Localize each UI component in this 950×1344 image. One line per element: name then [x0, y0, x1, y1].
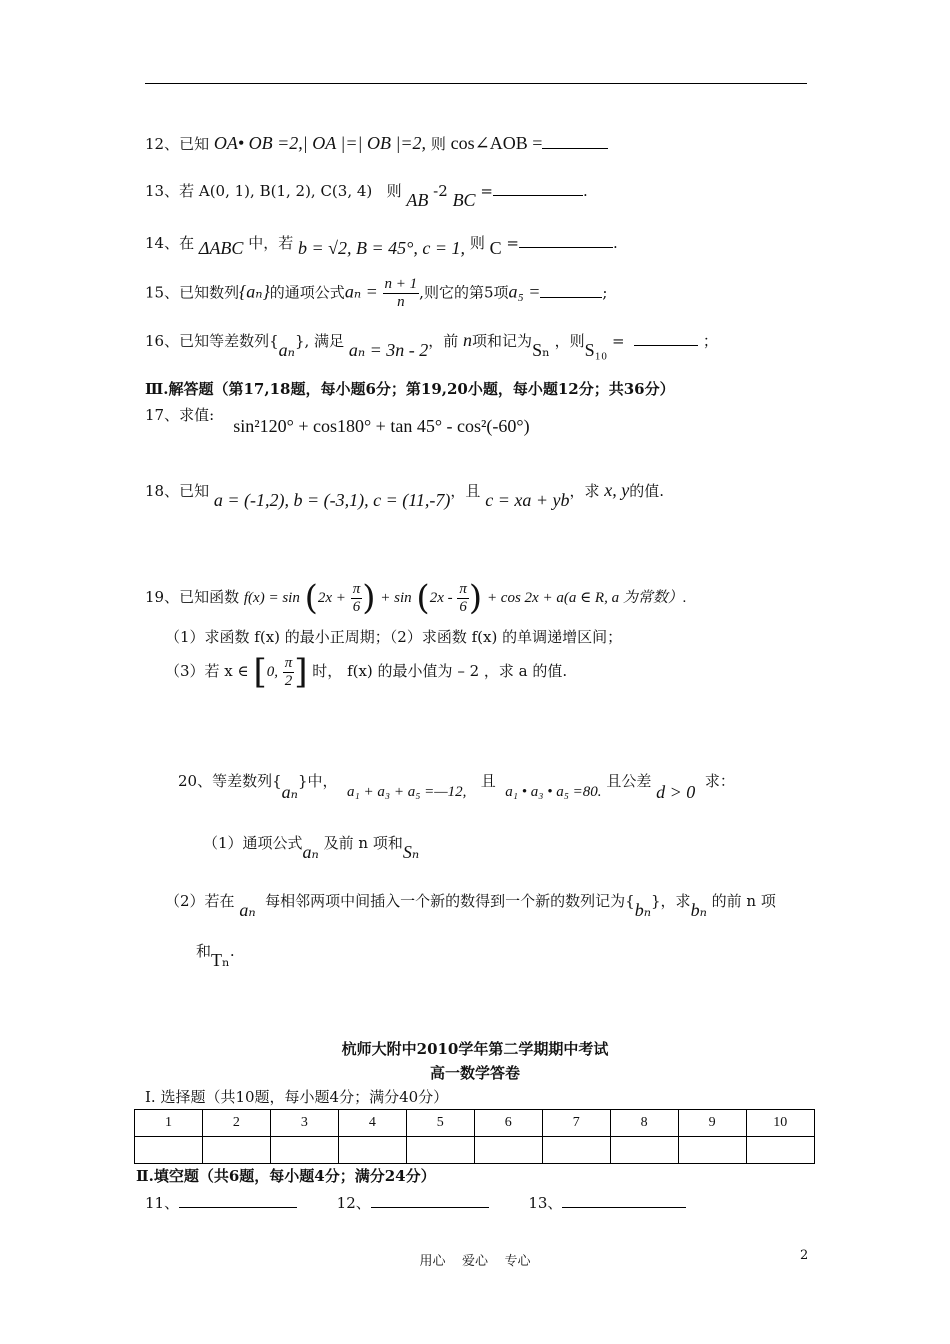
- footer-slogan: 用心 爱心 专心: [419, 1254, 531, 1269]
- question-14: 14、在 ΔABC 中，若 b = √2, B = 45°, c = 1, 则 C = .: [145, 234, 618, 258]
- table-cell: 2: [202, 1110, 270, 1137]
- table-cell: 6: [474, 1110, 542, 1137]
- answer-cell[interactable]: [202, 1137, 270, 1164]
- page-number: 2: [800, 1248, 809, 1263]
- section-1-heading: Ⅰ. 选择题（共10题，每小题4分；满分40分）: [145, 1088, 449, 1106]
- table-cell: 4: [338, 1110, 406, 1137]
- table-cell: 9: [678, 1110, 746, 1137]
- answer-cell[interactable]: [678, 1137, 746, 1164]
- table-cell: 10: [746, 1110, 814, 1137]
- table-cell: 7: [542, 1110, 610, 1137]
- question-12: 12、已知 OA• OB =2,| OA |=| OB |=2, 则 cos∠AOB =: [145, 133, 608, 154]
- header-rule: [145, 83, 807, 84]
- section-2-heading: Ⅱ.填空题（共6题，每小题4分；满分24分）: [136, 1167, 436, 1185]
- question-20-part-1: （1）通项公式aₙ 及前 n 项和Sₙ: [203, 834, 420, 862]
- table-row: [135, 1137, 815, 1164]
- table-cell: 5: [406, 1110, 474, 1137]
- question-15: 15、已知数列{aₙ}的通项公式aₙ = $\frac{n + 1}{n}$ ,则它的第5项a₅ = ;: [145, 276, 608, 310]
- question-16: 16、已知等差数列{aₙ}, 满足 aₙ = 3n - 2，前 n项和记为Sₙ ，则S₁₀ = ；: [145, 330, 718, 360]
- question-20: 20、等差数列{aₙ}中， a₁ + a₃ + a₅ =—12, 且 a₁ • a₃ • a₅ =80. 且公差 d > 0 求：: [178, 772, 735, 802]
- fill-blank-row: 11、 12、 13、: [145, 1192, 686, 1213]
- fill-blank-12[interactable]: [371, 1207, 489, 1208]
- answer-cell[interactable]: [135, 1137, 203, 1164]
- question-18: 18、已知 a = (-1,2), b = (-3,1), c = (11,-7)，且 c = xa + yb，求 x, y的值.: [145, 480, 665, 510]
- table-cell: 8: [610, 1110, 678, 1137]
- table-cell: 3: [270, 1110, 338, 1137]
- answer-cell[interactable]: [474, 1137, 542, 1164]
- choice-answer-table: [134, 1109, 815, 1164]
- answer-cell[interactable]: [338, 1137, 406, 1164]
- answer-cell[interactable]: [542, 1137, 610, 1164]
- question-13: 13、若 A(0, 1), B(1, 2), C(3, 4) 则 AB -2 BC = .: [145, 182, 588, 210]
- fill-blank-13[interactable]: [562, 1207, 686, 1208]
- table-row: [135, 1110, 815, 1137]
- question-17: 17、求值: sin²120° + cos180° + tan 45° - cos²(-60°): [145, 406, 530, 436]
- section-3-heading: Ⅲ.解答题（第17,18题，每小题6分；第19,20小题，每小题12分；共36分）: [145, 380, 675, 398]
- answer-sheet-title: 杭师大附中2010学年第二学期期中考试: [341, 1040, 609, 1058]
- answer-cell[interactable]: [610, 1137, 678, 1164]
- question-19: 19、已知函数 f(x) = sin (2x + $\frac{\pi}{6}$ ) + sin (2x - $\frac{\pi}{6}$ ) + cos 2x + a(a ∈ R, a 为常数）.: [145, 578, 687, 618]
- fill-blank-11[interactable]: [179, 1207, 297, 1208]
- question-19-part-3: （3）若 x ∈ [0, $\frac{\pi}{2}$ ] 时， f(x) 的最小值为 – 2 ，求 a 的值.: [165, 652, 568, 692]
- question-20-part-2: （2）若在 aₙ 每相邻两项中间插入一个新的数得到一个新的数列记为{bₙ}，求bₙ 的前 n 项: [165, 892, 776, 920]
- question-20-part-2-cont: 和Tₙ.: [196, 942, 235, 970]
- table-cell: 1: [135, 1110, 203, 1137]
- question-19-part-1-2: （1）求函数 f(x) 的最小正周期；（2）求函数 f(x) 的单调递增区间；: [165, 628, 623, 646]
- answer-cell[interactable]: [746, 1137, 814, 1164]
- answer-sheet-subtitle: 高一数学答卷: [429, 1064, 520, 1082]
- answer-cell[interactable]: [406, 1137, 474, 1164]
- answer-cell[interactable]: [270, 1137, 338, 1164]
